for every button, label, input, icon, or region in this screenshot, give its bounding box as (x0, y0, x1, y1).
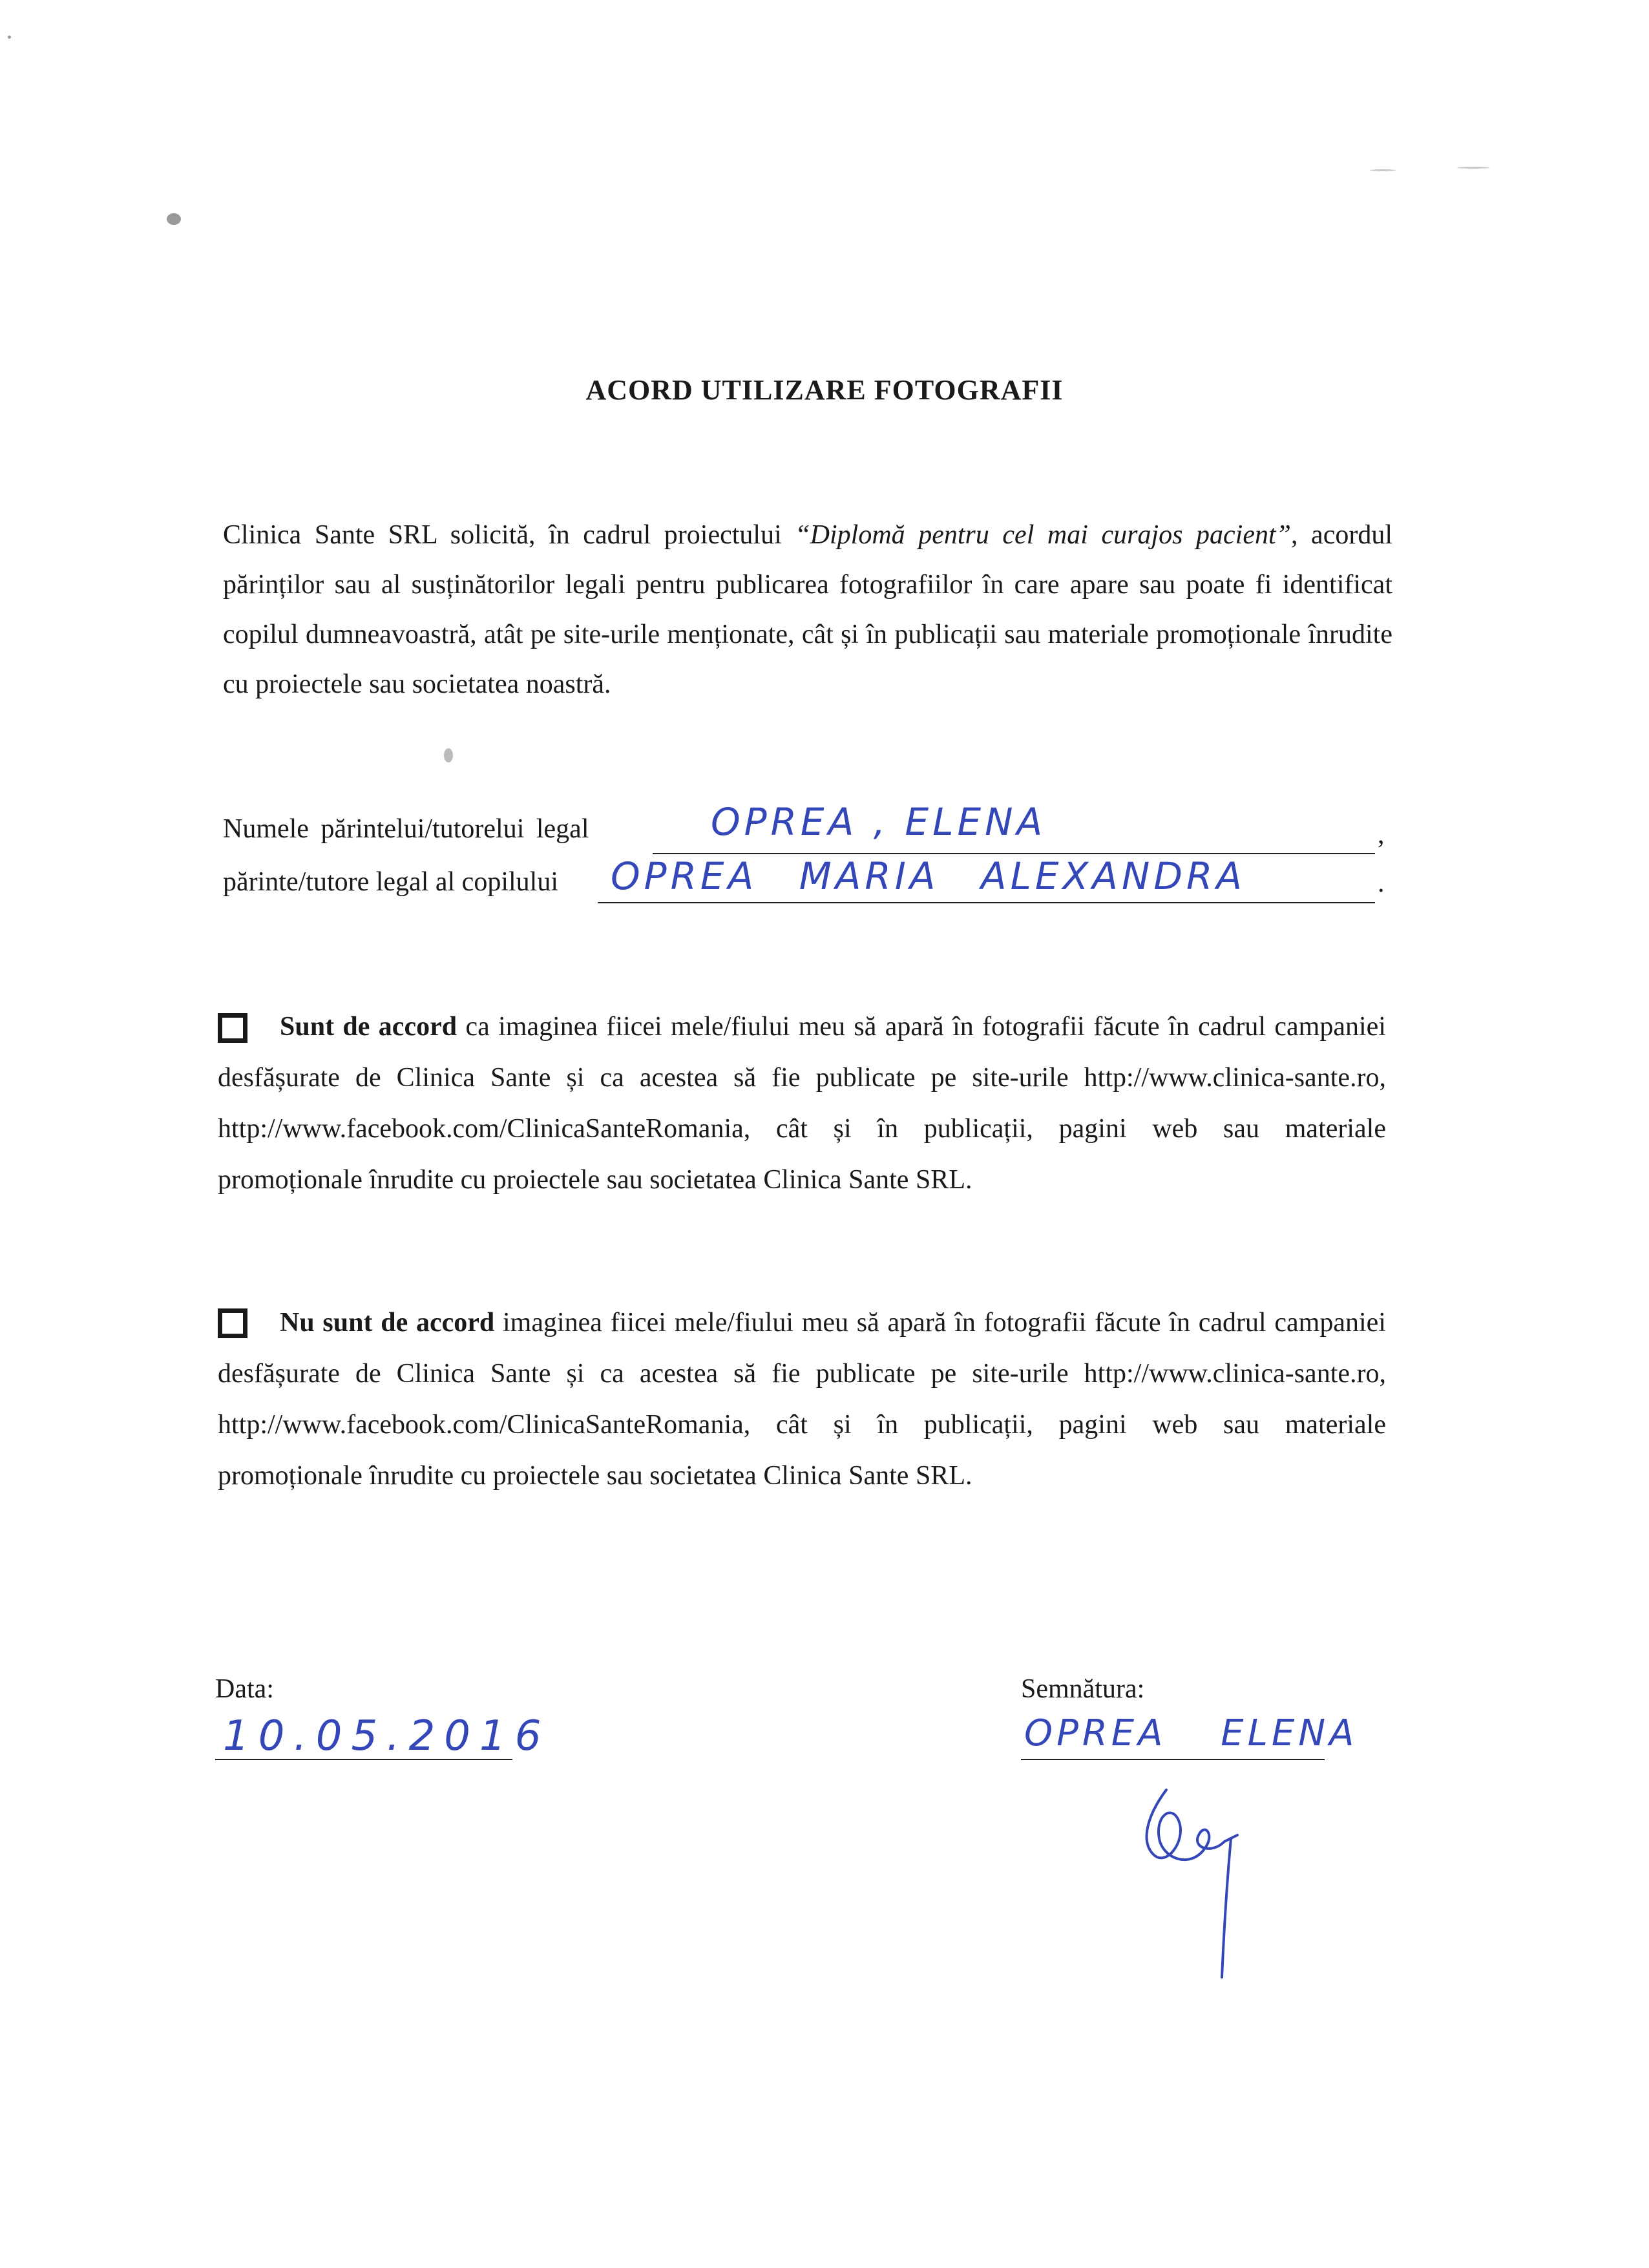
child-name-line[interactable] (598, 901, 1375, 903)
scan-speck (1370, 169, 1396, 171)
agree-option-text (218, 1002, 1386, 1206)
parent-name-label: Numele părintelui/tutorelui legal (223, 814, 589, 844)
agree-bold-lead: Sunt de accord (280, 1012, 457, 1042)
date-line[interactable] (215, 1759, 512, 1760)
parent-name-handwriting: OPREA , ELENA (711, 800, 1047, 844)
project-name: “Diplomă pentru cel mai curajos pacient” (795, 520, 1291, 550)
parent-name-row (223, 814, 589, 845)
child-name-handwriting: OPREA MARIA ALEXANDRA (611, 854, 1246, 898)
signature-scribble (1128, 1764, 1257, 1997)
scan-speck (8, 36, 11, 39)
intro-text-before: Clinica Sante SRL solicită, în cadrul proiectului (223, 520, 795, 550)
signature-label: Semnătura: (1021, 1674, 1145, 1704)
scan-speck (444, 748, 453, 762)
document-title: ACORD UTILIZARE FOTOGRAFII (585, 374, 1064, 406)
agree-body: ca imaginea fiicei mele/fiului meu să apară în fotografii făcute în cadrul campaniei desfășurate de Clinica Sante și ca acestea să fie publicate pe site-urile http://www.clinica-sante.ro, http://www.facebook.com/ClinicaSanteRomania, cât și în publicații, pagini web sau materiale promoționale înrudite cu proiectele sau societatea Clinica Sante SRL. (218, 1012, 1386, 1195)
signature-handwritten-name: OPREA ELENA (1024, 1712, 1358, 1754)
parent-name-end-punct: , (1378, 820, 1385, 850)
signature-line[interactable] (1021, 1759, 1325, 1760)
date-label: Data: (215, 1674, 274, 1704)
intro-paragraph (223, 510, 1392, 709)
child-name-label: părinte/tutore legal al copilului (223, 867, 558, 897)
scan-speck (167, 213, 181, 225)
disagree-bold-lead: Nu sunt de accord (280, 1308, 495, 1338)
scan-speck (1457, 167, 1489, 169)
intro-text-after: , acordul părinților sau al susținătorilor legali pentru publicarea fotografiilor în care apare sau poate fi identificat copilul dumneavoastră, atât pe site-urile menționate, cât și în publicații sau materiale promoționale înrudite cu proiectele sau societatea noastră. (223, 520, 1392, 699)
date-handwriting: 10.05.2016 (223, 1712, 551, 1760)
child-name-row (223, 866, 558, 898)
disagree-option-text (218, 1297, 1386, 1502)
child-name-end-punct: . (1378, 868, 1385, 898)
disagree-body: imaginea fiicei mele/fiului meu să apară în fotografii făcute în cadrul campaniei desfășurate de Clinica Sante și ca acestea să fie publicate pe site-urile http://www.clinica-sante.ro, http://www.facebook.com/ClinicaSanteRomania, cât și în publicații, pagini web sau materiale promoționale înrudite cu proiectele sau societatea Clinica Sante SRL. (218, 1308, 1386, 1491)
